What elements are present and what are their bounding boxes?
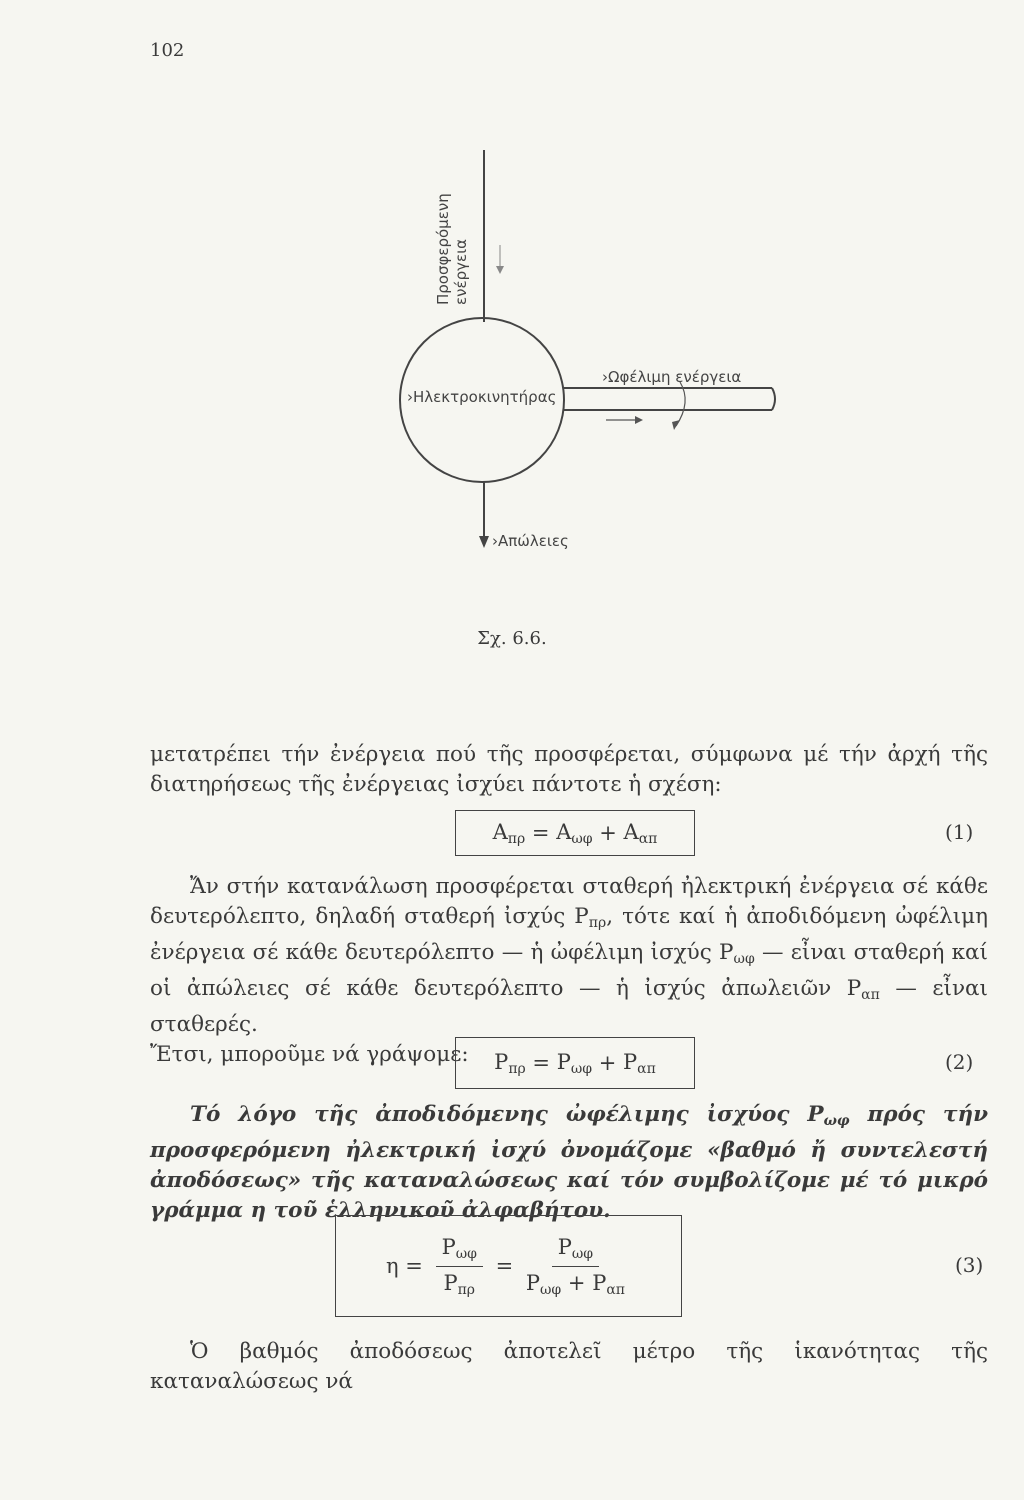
input-label-line2: ενέργεια <box>452 238 470 305</box>
eq1-middle: $A_{\omega\varphi}$ <box>556 819 593 847</box>
shaft-end <box>772 388 775 410</box>
paragraph-2-tail: Ἔτσι, μποροῦμε νά γράψομε: <box>150 1042 469 1067</box>
eq1-equals: = <box>525 821 557 845</box>
paragraph-1 <box>150 740 988 800</box>
eq1-left: $A_{\pi\rho}$ <box>492 819 526 847</box>
input-arrowhead <box>496 266 504 274</box>
page-number: 102 <box>150 40 185 61</box>
input-label <box>434 193 470 305</box>
losses-arrowhead <box>479 536 489 548</box>
motor-energy-diagram <box>380 150 800 570</box>
eq2-plus: + <box>592 1051 624 1075</box>
paragraph-1-text: μετατρέπει τήν ἐνέργεια πού τῆς προσφέρεται, σύμφωνα μέ τήν ἀρχή τῆς διατηρήσεως τῆς ἐνέργειας ἰσχύει πάντοτε ἡ σχέση: <box>150 742 988 797</box>
equation-1-box <box>455 810 695 856</box>
output-arrowhead <box>635 416 643 424</box>
eq2-left: $P_{\pi\rho}$ <box>494 1049 526 1077</box>
eq3-equals-1: = <box>398 1254 430 1278</box>
eq3-f2-numerator: $P_{\omega\varphi}$ <box>552 1235 599 1267</box>
eq3-equals-2: = <box>488 1254 520 1278</box>
eq3-f2-denominator: $P_{\omega\varphi} + P_{\alpha\pi}$ <box>525 1270 625 1298</box>
definition-text: Τό λόγο τῆς ἀποδιδόμενης ὠφέλιμης ἰσχύος $P_{\omega\varphi}$ πρός τήν προσφερόμενη ἠλεκτρική ἰσχύ ὀνομάζομε «βαθμό ἤ συντελεστή ἀποδόσεως» τῆς καταναλώσεως καί τόν συμβολίζομε μέ τό μικρό γράμμα η τοῦ ἑλληνικοῦ ἀλφαβήτου. <box>150 1102 988 1223</box>
eq1-right: $A_{\alpha\pi}$ <box>623 819 658 847</box>
equation-2-box <box>455 1037 695 1089</box>
eq1-plus: + <box>592 821 624 845</box>
losses-label: ›Απώλειες <box>492 532 569 550</box>
eq3-fraction-2 <box>526 1235 625 1298</box>
efficiency-definition <box>150 1100 988 1226</box>
equation-3-box <box>335 1215 682 1317</box>
equation-1-number: (1) <box>945 820 974 844</box>
eq3-f1-numerator: $P_{\omega\varphi}$ <box>436 1235 483 1267</box>
eq3-fraction-1 <box>436 1235 483 1298</box>
paragraph-3-text: Ὁ βαθμός ἀποδόσεως ἀποτελεῖ μέτρο τῆς ἱκανότητας τῆς καταναλώσεως νά <box>150 1339 988 1394</box>
paragraph-3 <box>150 1337 988 1397</box>
paragraph-2-text: Ἄν στήν κατανάλωση προσφέρεται σταθερή ἠλεκτρική ἐνέργεια σέ κάθε δευτερόλεπτο, δηλαδή σταθερή ἰσχύς $P_{\pi\rho}$, τότε καί ἡ ἀποδιδόμενη ὠφέλιμη ἐνέργεια σέ κάθε δευτερόλεπτο — ἡ ὠφέλιμη ἰσχύς $P_{\omega\varphi}$ — εἶναι σταθερή καί οἱ ἀπώλειες σέ κάθε δευτερόλεπτο — ἡ ἰσχύς ἀπωλειῶν $P_{\alpha\pi}$ — εἶναι σταθερές. <box>150 874 989 1037</box>
output-label: ›Ωφέλιμη ενέργεια <box>602 368 742 386</box>
motor-label: ›Ηλεκτροκινητήρας <box>407 388 557 406</box>
figure-caption: Σχ. 6.6. <box>477 628 547 649</box>
eq3-f1-denominator: $P_{\pi\rho}$ <box>443 1270 476 1298</box>
rotation-arrowhead <box>672 420 680 430</box>
eq2-middle: $P_{\omega\varphi}$ <box>556 1049 593 1077</box>
eq2-equals: = <box>525 1051 557 1075</box>
equation-3-number: (3) <box>955 1253 984 1277</box>
equation-2-number: (2) <box>945 1050 974 1074</box>
input-label-line1: Προσφερόμενη <box>434 193 452 305</box>
eq3-eta: η <box>386 1254 399 1278</box>
eq2-right: $P_{\alpha\pi}$ <box>623 1049 656 1077</box>
